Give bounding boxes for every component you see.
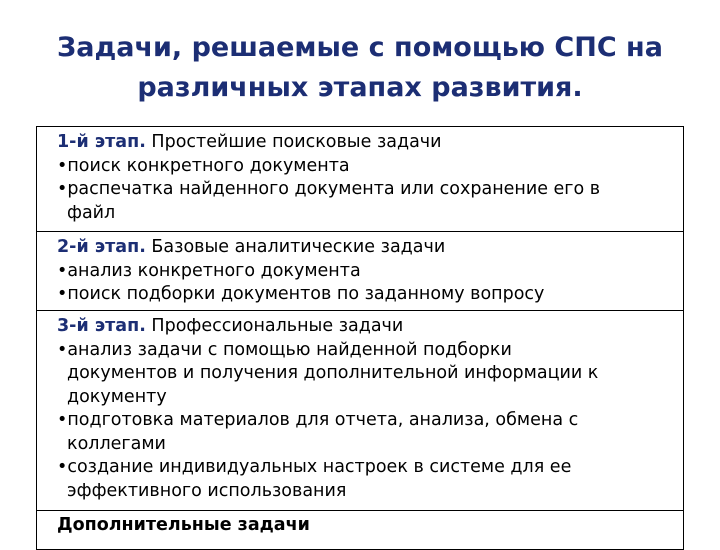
stage-1-heading: Простейшие поисковые задачи <box>145 132 442 152</box>
slide-title-line-1: Задачи, решаемые с помощью СПС на <box>57 32 663 63</box>
stage-3-item-2-continuation: коллегами <box>67 433 166 454</box>
stage-3-item-1: •анализ задачи с помощью найденной подборки <box>57 339 512 360</box>
stage-1-item-1: •поиск конкретного документа <box>57 155 350 176</box>
stage-3-item-3-continuation: эффективного использования <box>67 480 347 501</box>
stage-1-item-2: •распечатка найденного документа или сохранение его в <box>57 179 601 199</box>
stage-3-label: 3-й этап. <box>57 316 146 336</box>
stage-3-item-2: •подготовка материалов для отчета, анализа, обмена с <box>57 410 579 430</box>
stage-3-heading: Профессиональные задачи <box>145 316 404 336</box>
extra-tasks-heading: Дополнительные задачи <box>57 515 310 535</box>
stage-2-label: 2-й этап. <box>57 237 146 257</box>
stage-2-heading: Базовые аналитические задачи <box>145 237 446 257</box>
stage-2-header <box>57 236 673 260</box>
stage-3-item-1-continuation-1: документов и получения дополнительной информации к <box>67 363 599 383</box>
stage-3-item-1-continuation-2: документу <box>67 386 167 407</box>
extra-tasks-box <box>36 510 684 550</box>
stage-3-item-3: •создание индивидуальных настроек в системе для ее <box>57 457 572 477</box>
stage-1-box <box>36 126 684 232</box>
stage-2-item-1: •анализ конкретного документа <box>57 260 361 281</box>
stage-2-item-2: •поиск подборки документов по заданному вопросу <box>57 284 545 304</box>
slide-title-line-2: различных этапах развития. <box>137 72 583 103</box>
stage-1-item-2-continuation: файл <box>67 202 116 223</box>
stage-3-header <box>57 315 673 339</box>
stage-3-box <box>36 310 684 511</box>
stage-2-box <box>36 231 684 311</box>
stage-1-label: 1-й этап. <box>57 132 146 152</box>
stage-1-header <box>57 131 673 155</box>
slide-title <box>0 28 720 108</box>
